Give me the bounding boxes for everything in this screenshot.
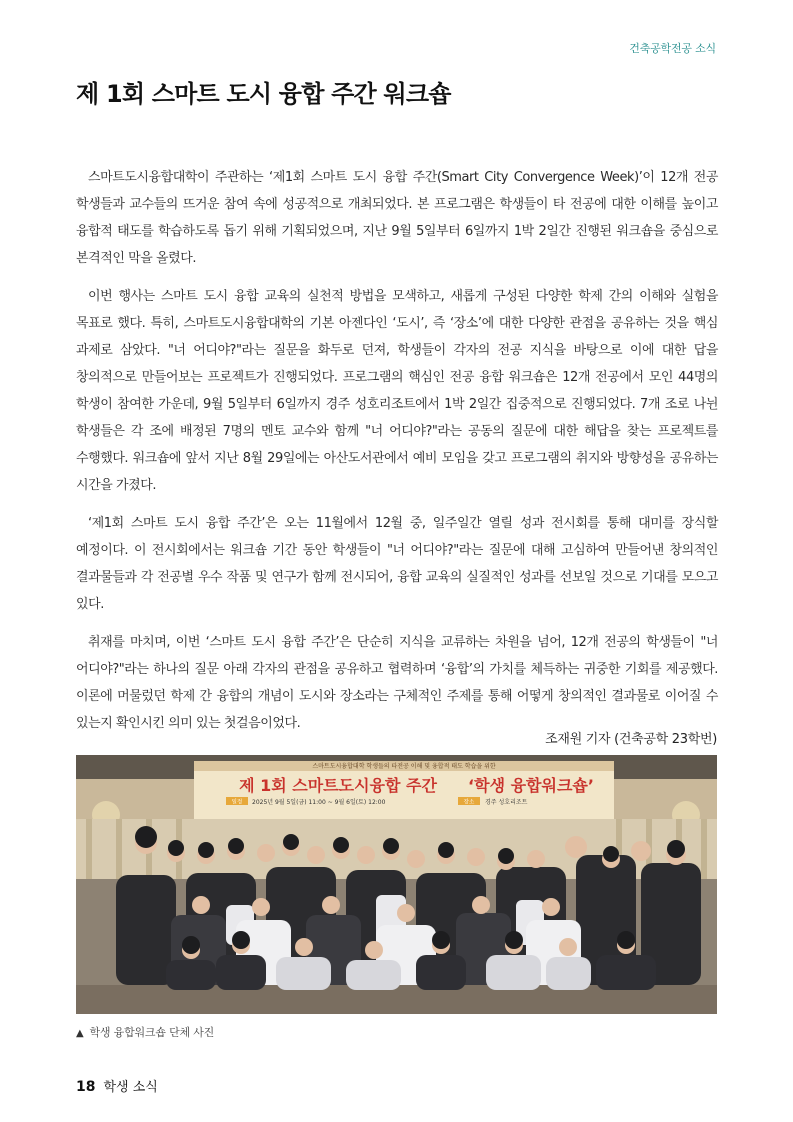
paragraph-1: 스마트도시융합대학이 주관하는 ‘제1회 스마트 도시 융합 주간(Smart City Convergence Week)’이 12개 전공 학생들과 교수들의 뜨거운 참여 속에 성공적으로 개최되었다. 본 프로그램은 학생들이 타 전공에 대한 이해를 높이고 융합적 태도를 학습하도록 돕기 위해 기획되었으며, 지난 9월 5일부터 6일까지 1박 2일간 진행된 워크숍을 중심으로 본격적인 막을 올렸다. — [76, 170, 718, 266]
article-title: 제 1회 스마트 도시 융합 주간 워크숍 — [76, 80, 451, 108]
banner-title-right: ‘학생 융합워크숍’ — [468, 776, 594, 795]
byline: 조재원 기자 (건축공학 23학번) — [545, 732, 717, 747]
banner-top-text: 스마트도시융합대학 학생들의 타전공 이해 및 융합적 태도 학습을 위한 — [312, 763, 496, 770]
banner-place-label: 장소 — [463, 799, 475, 806]
paragraph-4: 취재를 마치며, 이번 ‘스마트 도시 융합 주간’은 단순히 지식을 교류하는 차원을 넘어, 12개 전공의 학생들이 "너 어디야?"라는 하나의 질문 아래 각자의 관점을 공유하고 협력하며 ‘융합’의 가치를 체득하는 귀중한 기회를 제공했다. 이론에 머물렀던 학제 간 융합의 개념이 도시와 장소라는 구체적인 주제를 통해 어떻게 창의적인 결과물로 이어질 수 있는지 확인시킨 의미 있는 첫걸음이었다. — [76, 635, 718, 731]
section-tag: 건축공학전공 소식 — [629, 42, 716, 55]
banner-date-label: 일정 — [231, 799, 243, 806]
page-number: 18 — [76, 1079, 96, 1095]
group-photo — [76, 755, 717, 1014]
banner-title-left: 제 1회 스마트도시융합 주간 — [239, 776, 437, 795]
paragraph-3: ‘제1회 스마트 도시 융합 주간’은 오는 11월에서 12월 중, 일주일간 열릴 성과 전시회를 통해 대미를 장식할 예정이다. 이 전시회에서는 워크숍 기간 동안 학생들이 "너 어디야?"라는 질문에 대해 고심하여 만들어낸 창의적인 결과물들과 각 전공별 우수 작품 및 연구가 함께 전시되어, 융합 교육의 실질적인 성과를 선보일 것으로 기대를 모으고 있다. — [76, 516, 718, 612]
photo-caption — [76, 1024, 214, 1040]
paragraph-2: 이번 행사는 스마트 도시 융합 교육의 실천적 방법을 모색하고, 새롭게 구성된 다양한 학제 간의 이해와 실험을 목표로 했다. 특히, 스마트도시융합대학의 기본 아젠다인 ‘도시’, 즉 ‘장소’에 대한 다양한 관점을 공유하는 것을 핵심 과제로 삼았다. "너 어디야?"라는 질문을 화두로 던져, 학생들이 각자의 전공 지식을 바탕으로 이에 대한 답을 창의적으로 만들어보는 프로젝트가 진행되었다. 프로그램의 핵심인 전공 융합 워크숍은 12개 전공에서 모인 44명의 학생이 참여한 가운데, 9월 5일부터 6일까지 경주 성호리조트에서 1박 2일간 집중적으로 진행되었다. 7개 조로 나뉜 학생들은 각 조에 배정된 7명의 멘토 교수와 함께 "너 어디야?"라는 공동의 질문에 대한 해답을 찾는 프로젝트를 수행했다. 워크숍에 앞서 지난 8월 29일에는 아산도서관에서 예비 모임을 갖고 프로그램의 취지와 방향성을 공유하는 시간을 가졌다. — [76, 289, 718, 493]
article-body — [76, 164, 718, 748]
banner-date: 2025년 9월 5일(금) 11:00 ~ 9월 6일(토) 12:00 — [252, 799, 386, 806]
banner-place: 경주 성호리조트 — [485, 799, 528, 806]
caption-text: 학생 융합워크숍 단체 사진 — [89, 1026, 215, 1039]
caption-triangle-icon: ▲ — [76, 1028, 84, 1039]
page-footer — [76, 1076, 158, 1095]
footer-section: 학생 소식 — [103, 1080, 158, 1095]
